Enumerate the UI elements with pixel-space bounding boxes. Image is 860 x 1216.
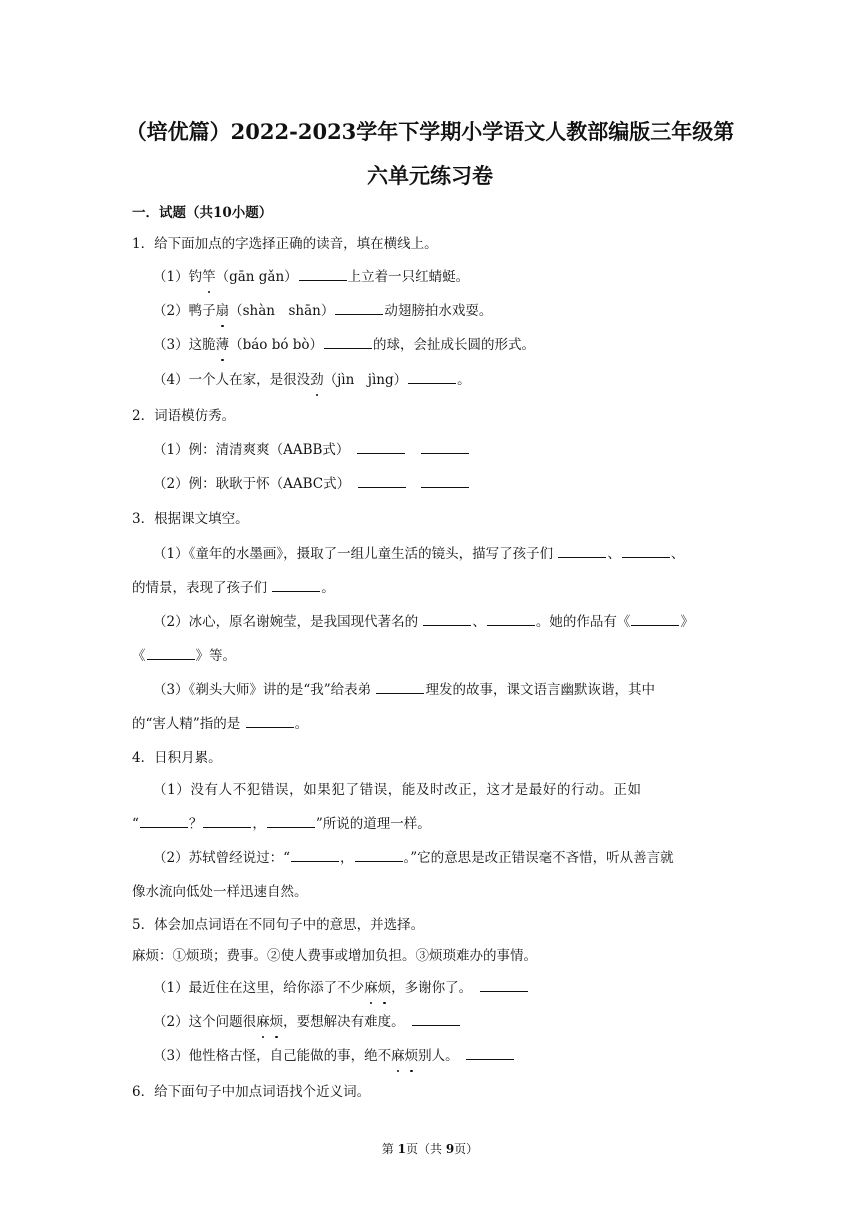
q4-sub2-line2: 像水流向低处一样迅速自然。 xyxy=(132,884,308,900)
page-footer: 第 1页（共 9页） xyxy=(381,1142,479,1156)
answer-blank[interactable] xyxy=(421,473,469,488)
answer-blank[interactable] xyxy=(558,543,606,558)
q4-sub2-line1: （2）苏轼曾经说过：“ ， 。”它的意思是改正错误毫不吝惜，听从善言就 xyxy=(153,847,674,869)
answer-blank[interactable] xyxy=(335,300,383,315)
q2-sub1: （1）例：清清爽爽（AABB式） xyxy=(153,439,470,461)
answer-blank[interactable] xyxy=(272,577,320,592)
answer-blank[interactable] xyxy=(267,813,315,828)
q3-sub3-line1: （3）《剃头大师》讲的是“我”给表弟 理发的故事，课文语言幽默诙谐，其中 xyxy=(153,679,655,701)
q1-sub1: （1）钓竿（gān gǎn） 上立着一只红蜻蜓。 xyxy=(153,266,469,288)
question-2-stem: 2．词语模仿秀。 xyxy=(132,408,236,424)
section-heading: 一．试题（共10小题） xyxy=(132,205,273,221)
q4-sub1-line2: “ ？ ， ”所说的道理一样。 xyxy=(132,813,431,835)
answer-blank[interactable] xyxy=(299,266,347,281)
answer-blank[interactable] xyxy=(423,611,471,626)
answer-blank[interactable] xyxy=(487,611,535,626)
dotted-char: 竿 xyxy=(202,266,216,288)
answer-blank[interactable] xyxy=(355,847,403,862)
document-title-line2: 六单元练习卷 xyxy=(367,163,493,188)
dotted-char: 薄 xyxy=(216,334,230,356)
question-1-stem: 1．给下面加点的字选择正确的读音，填在横线上。 xyxy=(132,236,438,252)
answer-blank[interactable] xyxy=(203,813,251,828)
answer-blank[interactable] xyxy=(291,847,339,862)
q3-sub2-line2: 《 》等。 xyxy=(132,645,236,667)
q3-sub2-line1: （2）冰心，原名谢婉莹，是我国现代著名的 、 。她的作品有《 》 xyxy=(153,611,694,633)
answer-blank[interactable] xyxy=(622,543,670,558)
dotted-char: 扇 xyxy=(216,300,230,322)
q5-sub2: （2）这个问题很麻烦，要想解决有难度。 xyxy=(153,1011,461,1033)
answer-blank[interactable] xyxy=(421,439,469,454)
q5-sub3: （3）他性格古怪，自己能做的事，绝不麻烦别人。 xyxy=(153,1045,515,1067)
q3-sub1-line2: 的情景，表现了孩子们 。 xyxy=(132,577,335,599)
dotted-char: 劲 xyxy=(310,369,324,391)
q3-sub1-line1: （1）《童年的水墨画》，摄取了一组儿童生活的镜头，描写了孩子们 、 、 xyxy=(153,543,684,565)
document-title-line1: （培优篇）2022-2023学年下学期小学语文人教部编版三年级第 xyxy=(125,119,735,144)
q5-sub1: （1）最近住在这里，给你添了不少麻烦，多谢你了。 xyxy=(153,977,529,999)
answer-blank[interactable] xyxy=(631,611,679,626)
q4-sub1-line1: （1）没有人不犯错误，如果犯了错误，能及时改正，这才是最好的行动。正如 xyxy=(153,782,642,798)
answer-blank[interactable] xyxy=(357,439,405,454)
answer-blank[interactable] xyxy=(324,334,372,349)
q3-sub3-line2: 的“害人精”指的是 。 xyxy=(132,713,308,735)
question-3-stem: 3．根据课文填空。 xyxy=(132,511,249,527)
answer-blank[interactable] xyxy=(412,1011,460,1026)
answer-blank[interactable] xyxy=(358,473,406,488)
question-6-stem: 6．给下面句子中加点词语找个近义词。 xyxy=(132,1084,371,1100)
q5-definition: 麻烦：①烦琐；费事。②使人费事或增加负担。③烦琐难办的事情。 xyxy=(132,948,537,964)
answer-blank[interactable] xyxy=(376,679,424,694)
q1-sub3: （3）这脆薄（báo bó bò） 的球，会扯成长圆的形式。 xyxy=(153,334,535,356)
question-5-stem: 5．体会加点词语在不同句子中的意思，并选择。 xyxy=(132,917,425,933)
q1-sub2: （2）鸭子扇（shàn shān） 动翅膀拍水戏耍。 xyxy=(153,300,492,322)
answer-blank[interactable] xyxy=(246,713,294,728)
answer-blank[interactable] xyxy=(147,645,195,660)
answer-blank[interactable] xyxy=(140,813,188,828)
answer-blank[interactable] xyxy=(466,1045,514,1060)
question-4-stem: 4．日积月累。 xyxy=(132,750,222,766)
answer-blank[interactable] xyxy=(408,369,456,384)
answer-blank[interactable] xyxy=(480,977,528,992)
q1-sub4: （4）一个人在家，是很没劲（jìn jìng） 。 xyxy=(153,369,471,391)
q2-sub2: （2）例：耿耿于怀（AABC式） xyxy=(153,473,470,495)
